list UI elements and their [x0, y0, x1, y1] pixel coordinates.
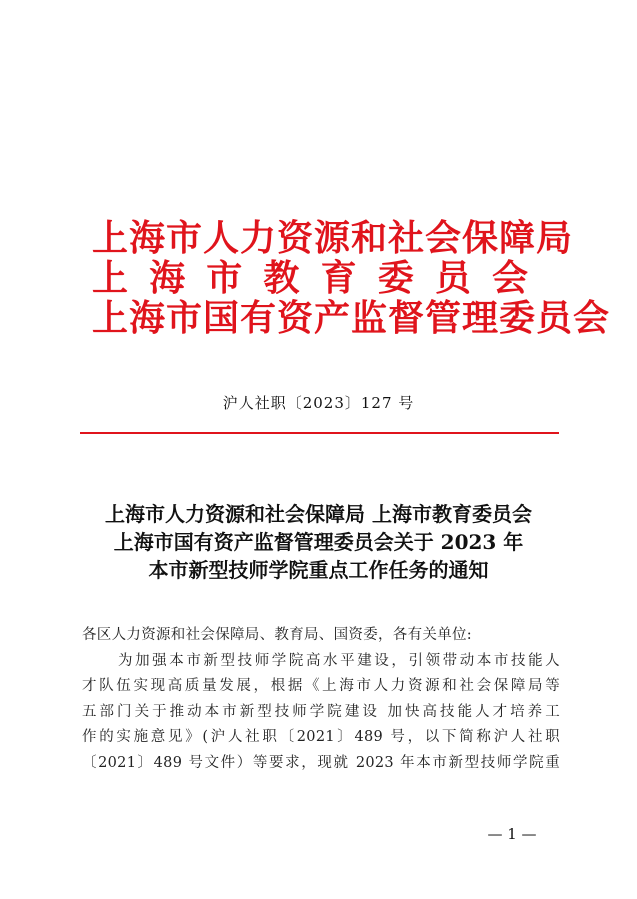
- title-line-1: 上海市人力资源和社会保障局 上海市教育委员会: [105, 502, 532, 526]
- red-divider-line: [80, 432, 559, 434]
- page-number: — 1 —: [487, 825, 537, 843]
- org-name-education: 上海市教育委员会: [92, 257, 548, 299]
- org-name-hrss: 上海市人力资源和社会保障局: [92, 217, 574, 259]
- body-line: 〔2021〕489 号文件）等要求，现就 2023 年本市新型技师学院重: [82, 754, 560, 771]
- body-line: 才队伍实现高质量发展，根据《上海市人力资源和社会保障局等: [82, 678, 560, 694]
- salutation-line: 各区人力资源和社会保障局、教育局、国资委，各有关单位:: [82, 627, 472, 643]
- document-body: [82, 623, 560, 776]
- document-number: 沪人社职〔2023〕127 号: [222, 394, 415, 412]
- document-title: [60, 500, 577, 584]
- title-line-2: 上海市国有资产监督管理委员会关于 2023 年: [113, 530, 524, 554]
- org-name-sasac: 上海市国有资产监督管理委员会: [92, 297, 611, 339]
- body-line: 五部门关于推动本市新型技师学院建设 加快高技能人才培养工: [82, 703, 560, 720]
- body-line: 为加强本市新型技师学院高水平建设，引领带动本市技能人: [118, 652, 560, 669]
- title-line-3: 本市新型技师学院重点工作任务的通知: [148, 558, 489, 582]
- body-line: 作的实施意见》(沪人社职〔2021〕489 号，以下简称沪人社职: [82, 729, 560, 745]
- issuing-organizations-header: [92, 217, 611, 339]
